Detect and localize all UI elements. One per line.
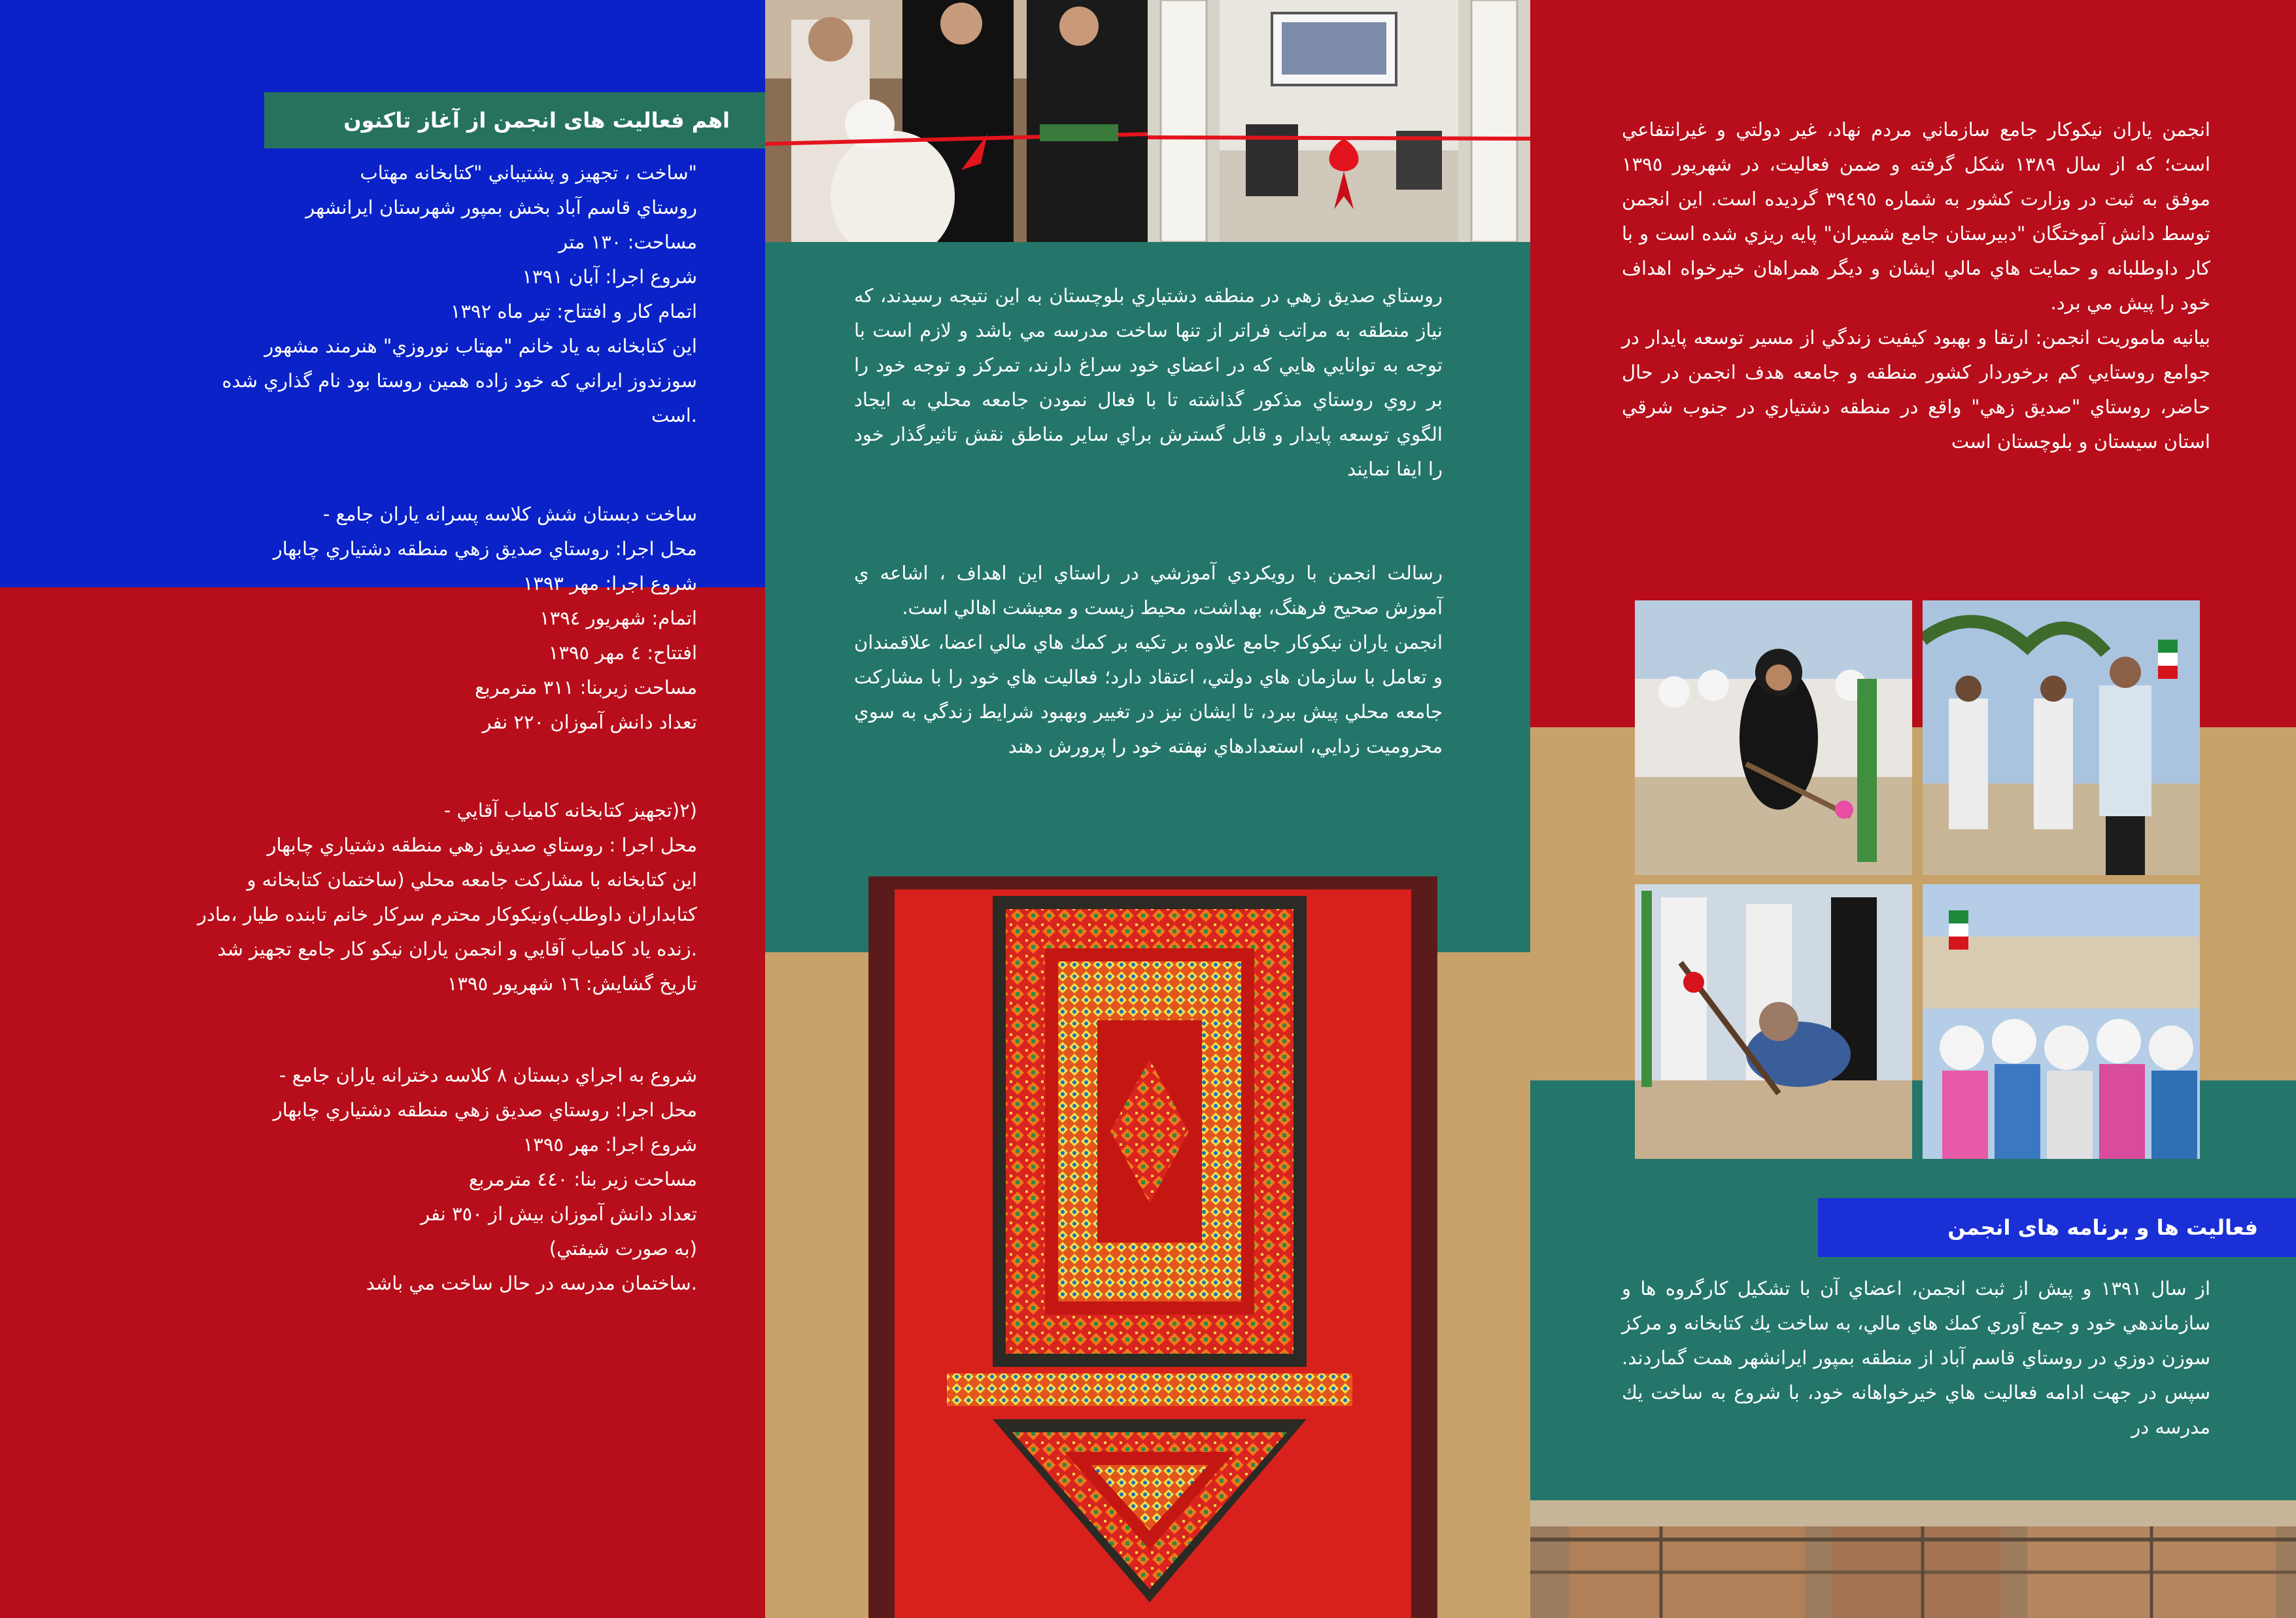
- embroidery-photo: [868, 876, 1437, 1618]
- right-panel-heading: فعالیت ها و برنامه های انجمن: [1818, 1198, 2296, 1257]
- left-panel-heading: اهم فعالیت های انجمن از آغاز تاکنون: [264, 92, 768, 148]
- intro-paragraph: انجمن ياران نيكوكار جامع سازماني مردم نهاد، غير دولتي و غيرانتفاعي است؛ كه از سال ١٣٨٩ شكل گرفته و ضمن فعاليت، در شهريور ١٣٩٥ موفق به ثبت در وزارت كشور به شماره ٣٩٤٩٥ گرديده است. اين انجمن توسط دانش آموختگان "دبيرستان جامع شميران" پايه ريزي شده است و با كار داوطلبانه و حمايت هاي مالي ايشان و ديگر همراهان خيرخواه اهداف خود را پيش مي برد. بيانيه ماموريت انجمن: ارتقا و بهبود كيفيت زندگي از مسير توسعه پايدار در جوامع روستايي كم برخوردار كشور منطقه و جامعه هدف انجمن در حال حاضر، روستاي "صديق زهي" واقع در منطقه دشتياري در جنوب شرقي استان سيستان و بلوچستان است: [1622, 118, 2211, 453]
- groundbreaking-girl-photo: [1635, 600, 1912, 875]
- boys-school-project-text: ساخت دبستان شش كلاسه پسرانه ياران جامع - محل اجرا: روستاي صديق زهي منطقه دشتياري چابهار شروع اجرا: مهر ١٣٩٣ اتمام: شهريور ١٣٩٤ افتتاح: ٤ مهر ١٣٩٥ مساحت زيربنا: ٣١١ مترمربع تعداد دانش آموزان ٢٢٠ نفر: [273, 503, 697, 733]
- groundbreaking-man-photo: [1923, 600, 2200, 875]
- girls-school-project-text: شروع به اجراي دبستان ٨ كلاسه دخترانه ياران جامع - محل اجرا: روستاي صديق زهي منطقه دشتياري چابهار شروع اجرا: مهر ١٣٩٥ مساحت زير بنا: ٤٤٠ مترمربع تعداد دانش آموزان بيش از ٣٥٠ نفر (به صورت شيفتي) .ساختمان مدرسه در حال ساخت مي باشد: [273, 1064, 697, 1294]
- library-project-text: "ساخت ، تجهيز و پشتيباني "كتابخانه مهتاب روستاي قاسم آباد بخش بمپور شهرستان ايرانشهر مساحت: ١٣٠ متر شروع اجرا: آبان ١٣٩١ اتمام كار و افتتاح: تير ماه ١٣٩٢ اين كتابخانه به ياد خانم "مهتاب نوروزي" هنرمند مشهور سوزندوز ايراني كه خود زاده همين روستا بود نام گذاري شده .است: [222, 162, 697, 426]
- ribbon-cutting-photo: [765, 0, 1148, 242]
- groundbreaking-digging-photo: [1635, 884, 1912, 1159]
- students-crowd-photo: [1923, 884, 2200, 1159]
- activities-paragraph: از سال ١٣٩١ و پيش از ثبت انجمن، اعضاي آن با تشكيل كارگروه ها و سازماندهي خود و جمع آوري كمك هاي مالي، به ساخت يك كتابخانه و مركز سوزن دوزي در روستاي قاسم آباد از منطقه بمپور ايرانشهر همت گماردند. سپس در جهت ادامه فعاليت هاي خيرخواهانه خود، با شروع به ساخت يك مدرسه در: [1622, 1277, 2210, 1438]
- need-paragraph: روستاي صديق زهي در منطقه دشتياري بلوچستان به اين نتيجه رسيدند، كه نياز منطقه به مراتب فراتر از تنها ساخت مدرسه مي باشد و لازم است با توجه به توانايي هايي كه در اعضاي خود سراغ دارند، تمركز و توجه خود را بر روي روستاي مذكور گذاشته تا با فعال نمودن جامعه محلي به ايجاد الگوي توسعه پايدار و قابل گسترش براي ساير مناطق نقش تاثيرگذار خود را ايفا نمايند: [854, 284, 1443, 480]
- kamyab-library-project-text: (٢(تجهيز كتابخانه كامياب آقايي - محل اجرا : روستاي صديق زهي منطقه دشتياري چابهار اين كتابخانه با مشاركت جامعه محلي (ساختمان كتابخانه و كتابداران داوطلب)ونيكوكار محترم سركار خانم تابنده طيار ،مادر .زنده ياد كامياب آقايي و انجمن ياران نيكو كار جامع تجهيز شد تاريخ گشايش: ١٦ شهريور ١٣٩٥: [197, 799, 697, 995]
- mission-paragraph: رسالت انجمن با رويكردي آموزشي در راستاي اين اهداف ، اشاعه ي آموزش صحيح فرهنگ، بهداشت، محيط زيست و معيشت اهالي است. انجمن ياران نيكوكار جامع علاوه بر تكيه بر كمك هاي مالي اعضا، علاقمندان و تعامل با سازمان هاي دولتي، اعتقاد دارد؛ فعاليت هاي خود را با مشاركت جامعه محلي پيش ببرد، تا ايشان نيز در تغيير وبهبود شرايط زندگي به سوي محروميت زدايي، استعدادهاي نهفته خود را پرورش دهند: [854, 562, 1443, 757]
- classroom-photo: [1148, 0, 1530, 242]
- construction-site-photo: [1530, 1500, 2296, 1618]
